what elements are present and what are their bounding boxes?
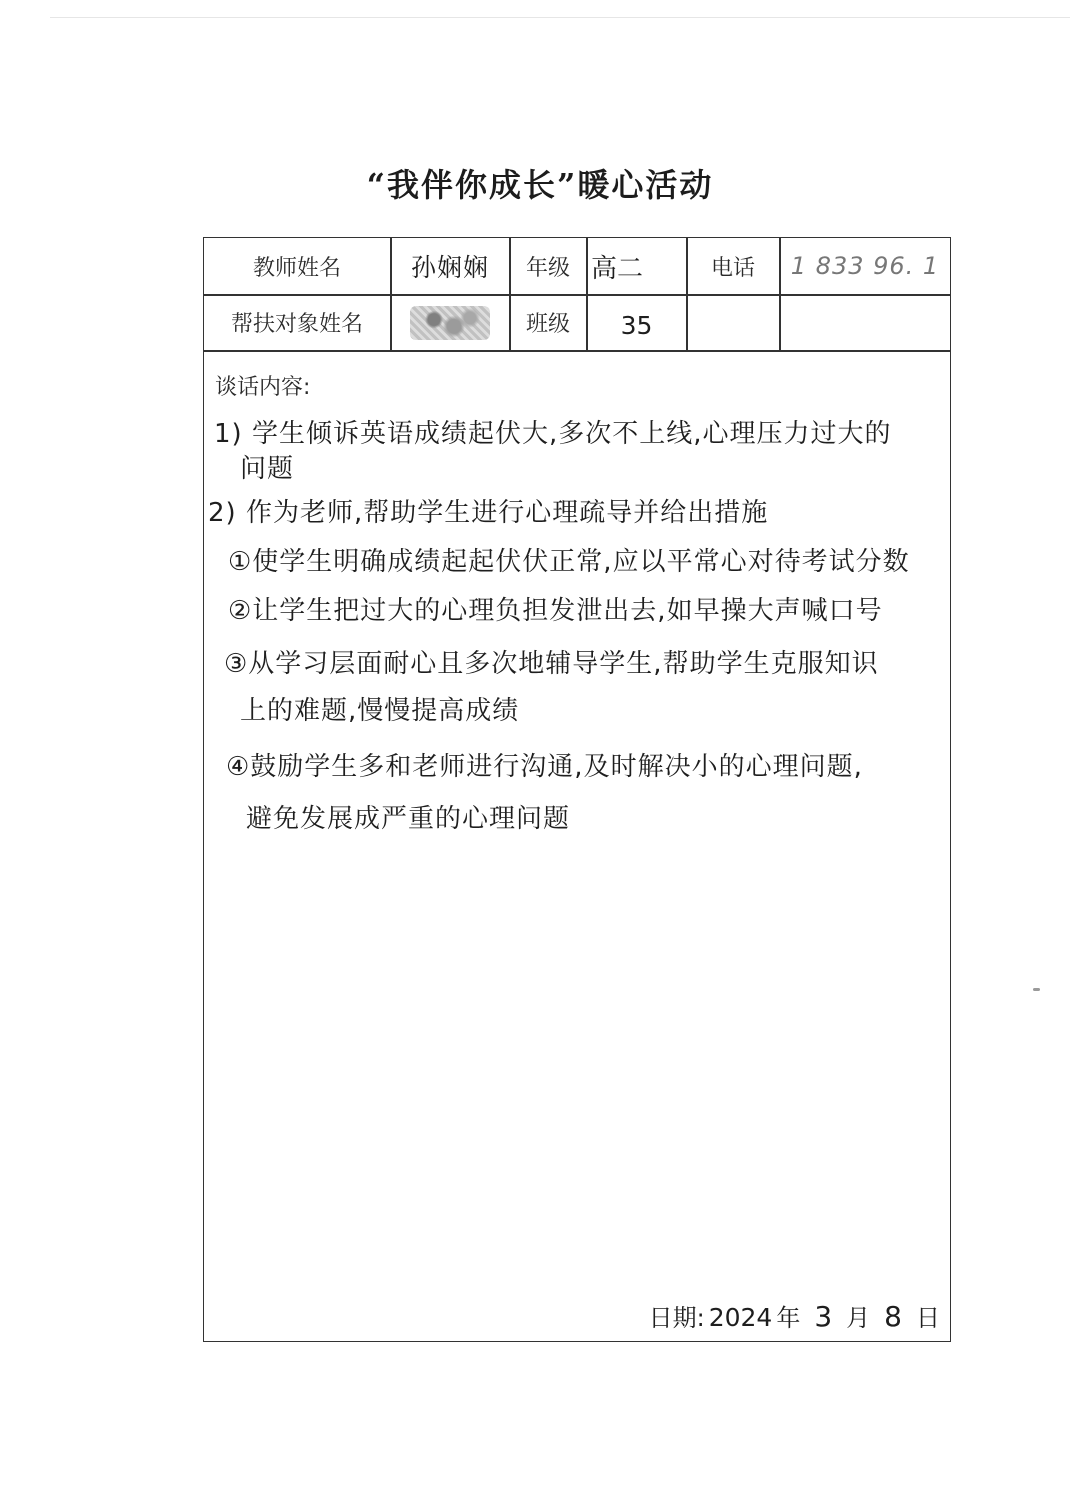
content-line: ③从学习层面耐心且多次地辅导学生,帮助学生克服知识 [224,649,879,679]
content-line: 2) 作为老师,帮助学生进行心理疏导并给出措施 [208,498,769,528]
content-line: 1) 学生倾诉英语成绩起伏大,多次不上线,心理压力过大的 [214,419,892,449]
row-divider-2 [204,350,950,352]
content-line: 避免发展成严重的心理问题 [246,804,571,834]
phone-label: 电话 [710,255,755,281]
scan-speck [1033,988,1040,991]
phone-value: 1 833 96. 1 [790,252,940,280]
page-title: “我伴你成长”暖心活动 [366,166,714,204]
content-line: ④鼓励学生多和老师进行沟通,及时解决小的心理问题, [226,752,863,782]
content-label: 谈话内容: [215,375,311,400]
date-day-unit: 日 [916,1304,940,1332]
teacher-name-value: 孙娴娴 [410,253,489,282]
empty-cell-1 [687,295,779,350]
date-year-unit: 年 [776,1304,801,1332]
date-month-unit: 月 [846,1304,871,1332]
content-line: 问题 [240,454,295,484]
content-line: ②让学生把过大的心理负担发泄出去,如早操大声喊口号 [228,596,883,626]
student-name-label: 帮扶对象姓名 [230,312,363,337]
date-label: 日期: [648,1304,705,1332]
date-line [649,1298,940,1333]
date-year: 2024 [708,1303,773,1332]
date-month: 3 [814,1300,833,1333]
content-line: ①使学生明确成绩起起伏伏正常,应以平常心对待考试分数 [228,547,910,577]
content-line: 上的难题,慢慢提高成绩 [240,696,520,726]
activity-form [203,237,951,1342]
scan-top-edge [50,17,1070,18]
grade-value: 高二 [590,253,643,284]
class-label: 班级 [525,312,570,337]
date-day: 8 [884,1300,902,1333]
student-name-value [391,295,509,350]
grade-label: 年级 [525,255,570,281]
teacher-name-label: 教师姓名 [252,255,341,281]
empty-cell-2 [780,295,950,350]
class-value: 35 [620,311,653,340]
redacted-name-blur [410,306,490,340]
